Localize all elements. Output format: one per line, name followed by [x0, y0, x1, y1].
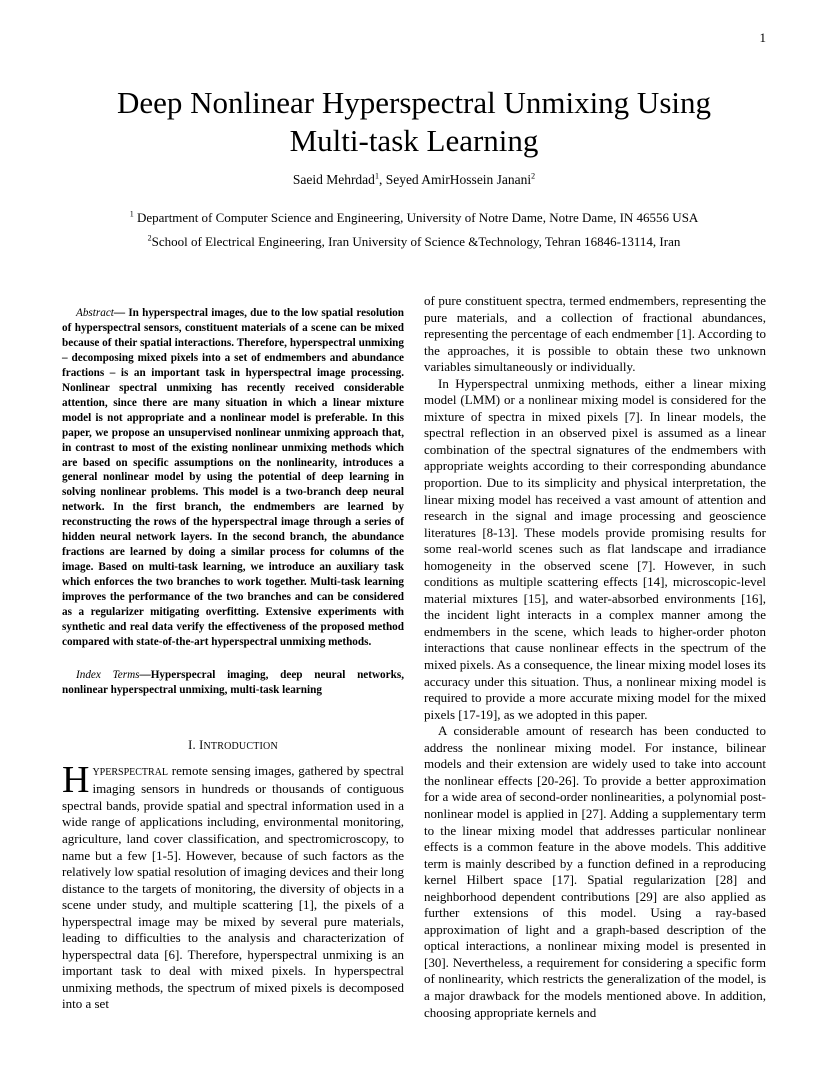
paper-title: [60, 84, 768, 160]
section-heading-introduction: [62, 738, 404, 753]
right-paragraph-3: A considerable amount of research has been conducted to address the nonlinear mixing model. For instance, bilinear models and their extension are widely used to take into account the nonlinear effects [20-26]. To provide a better approximation for a wide area of second-order nonlinearities, a polynomial post-nonlinear model is applied in [27]. Adding a supplementary term to the linear mixing model that addresses particular nonlinear effects is a common feature in the above models. This additive term is mainly described by a function defined in a reproducing kernel Hilbert space [17]. Spatial regularization [28] and neighborhood dependent contributions [29] are also applied as further extensions of this model. Using a ray-based approximation of light and a graph-based description of the optical interactions, a nonlinear mixing model is presented in [30]. Nevertheless, a requirement for considering a specific form of nonlinearity, which restricts the generalization of the model, is a major drawback for the models mentioned above. In addition, choosing appropriate kernels and: [424, 723, 766, 1020]
author-separator: ,: [378, 172, 386, 187]
author-1-affiliation-mark: 1: [374, 171, 379, 181]
abstract-dash: —: [113, 307, 129, 319]
affiliation-1-mark: 1: [129, 209, 134, 219]
affiliation-2: [60, 234, 768, 250]
affiliation-2-mark: 2: [147, 233, 152, 243]
page-number: 1: [759, 30, 766, 45]
index-terms: [62, 668, 404, 698]
section-heading-initial: I: [199, 737, 204, 752]
abstract: [62, 306, 404, 650]
section-numeral: I.: [188, 737, 196, 752]
author-2: Seyed AmirHossein Janani: [385, 172, 532, 187]
abstract-label: Abstract: [76, 307, 114, 319]
author-list: [60, 172, 768, 188]
intro-smallcaps: YPERSPECTRAL: [92, 766, 169, 778]
affiliation-1-text: Department of Computer Science and Engineering, University of Notre Dame, Notre Dame, IN 46556 USA: [133, 210, 699, 225]
section-heading-rest: NTRODUCTION: [203, 740, 278, 752]
drop-cap: H: [62, 758, 90, 801]
index-terms-text: Hyperspecral imaging, deep neural networks, nonlinear hyperspectral unmixing, multi-task learning: [62, 668, 404, 696]
author-1: Saeid Mehrdad: [292, 172, 375, 187]
affiliation-2-text: School of Electrical Engineering, Iran University of Science &Technology, Tehran 16846-13114, Iran: [151, 234, 681, 249]
left-column: [62, 306, 404, 1013]
index-terms-dash: —: [139, 668, 151, 681]
author-2-affiliation-mark: 2: [531, 171, 536, 181]
intro-text: remote sensing images, gathered by spectral imaging sensors in hundreds or thousands of contiguous spectral bands, provide spatial and spectral information used in a wide range of applications including, environmental monitoring, agriculture, land cover classification, and spectromicroscopy, to name but a few [1-5]. However, because of such factors as the relatively low spatial resolution of imaging devices and their long distance to the targets of monitoring, the diversity of objects in a scene under study, and multiple scattering [1], the pixels of a hyperspectral image may be mixed by several pure materials, leading to difficulties to the analysis and characterization of hyperspectral data [6]. Therefore, hyperspectral unmixing is an important task to deal with mixed pixels. In hyperspectral unmixing methods, the spectrum of mixed pixels is decomposed into a set: [62, 762, 404, 1012]
index-terms-label: Index Terms: [76, 668, 140, 681]
right-paragraph-2: In Hyperspectral unmixing methods, either a linear mixing model (LMM) or a nonlinear mixing model is considered for the mixture of spectra in mixed pixels [7]. In linear models, the spectral reflection in an observed pixel is assumed as a linear combination of the spectral signatures of the endmembers with appropriate weights according to their corresponding abundance proportion. Due to its simplicity and physical interpretation, the linear mixing model has received a vast amount of attention and research in the signal and image processing and geoscience literatures [8-13]. These models provide promising results for some real-world scenes such as flat landscape and irradiance homogeneity in the observed scene [7]. However, in such conditions as multiple scattering effects [14], microscopic-level material mixtures [15], and water-absorbed environments [16], the incident light interacts in a complex manner among the endmembers in the scene, which leads to higher-order photon interactions that cause nonlinear effects in the spectrum of the mixed pixels. As a consequence, the linear mixing model loses its accuracy under this situation. Thus, a nonlinear mixing model is required to provide a more accurate mixing model for the mixed pixels [17-19], as we adopted in this paper.: [424, 375, 766, 722]
introduction-paragraph: [62, 758, 404, 1013]
right-paragraph-1: of pure constituent spectra, termed endmembers, representing the pure materials, and a collection of fractional abundances, representing the percentage of each endmember [1]. According to the approaches, it is possible to obtain these two unknown variables simultaneously or individually.: [424, 293, 766, 375]
affiliation-1: [60, 210, 768, 226]
right-column: [424, 293, 766, 1021]
abstract-text: In hyperspectral images, due to the low spatial resolution of hyperspectral sensors, constituent materials of a scene can be mixed because of their spatial interactions. Therefore, hyperspectral unmixing – decomposing mixed pixels into a set of endmembers and abundance fractions – is an important task in hyperspectral image processing. Nonlinear spectral unmixing has recently received considerable attention, since there are many situation in which a linear mixture model is not appropriate and a nonlinear model is preferable. In this paper, we propose an unsupervised nonlinear unmixing approach that, in contrast to most of the existing nonlinear unmixing methods which are based on specific assumptions on the nonlinearity, introduces a general nonlinear model by using the potential of deep learning in solving nonlinear problems. This model is a two-branch deep neural network. In the first branch, the endmembers are learned by reconstructing the rows of the hyperspectral image through a series of hidden neural network layers. In the second branch, the abundance fractions are learned by doing a similar process for columns of the image. Based on multi-task learning, we introduce an auxiliary task which enforces the two branches to work together. Multi-task learning improves the performance of the two branches and can be considered as a regularizer mitigating overfitting. Extensive experiments with synthetic and real data verify the effectiveness of the proposed method compared with state-of-the-art hyperspectral unmixing methods.: [62, 307, 404, 648]
title-line-1: Deep Nonlinear Hyperspectral Unmixing Using: [116, 85, 711, 120]
title-line-2: Multi-task Learning: [289, 123, 539, 158]
